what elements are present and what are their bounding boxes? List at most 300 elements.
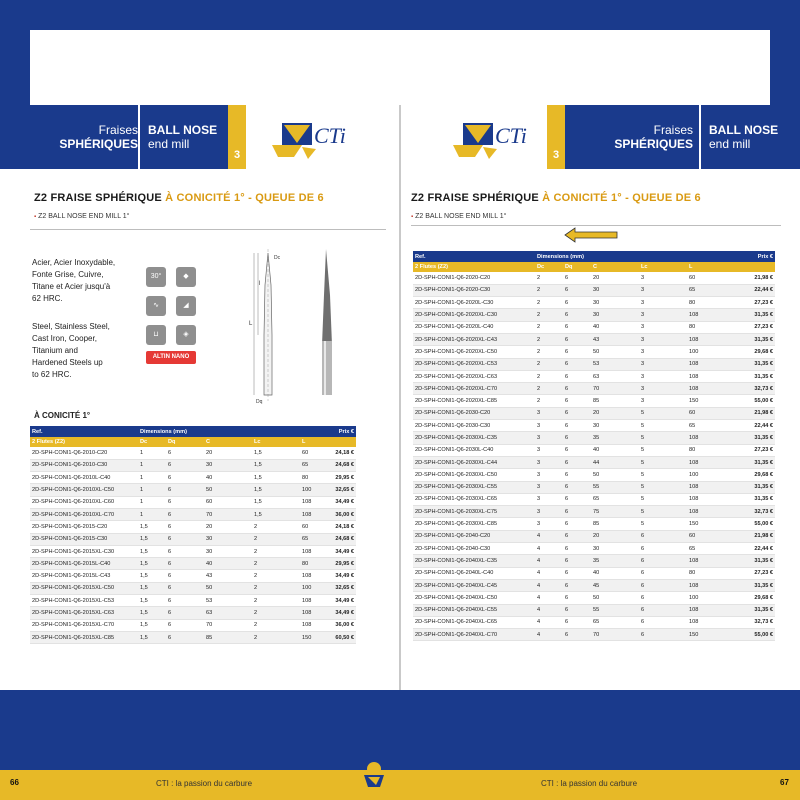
cell-price: 31,35 € [723, 432, 775, 444]
cell-value: 43 [204, 570, 252, 582]
header-fraises: Fraises [98, 123, 138, 137]
cell-value: 100 [687, 346, 723, 358]
cell-value: 6 [563, 395, 591, 407]
cell-value: 3 [535, 506, 563, 518]
cell-price: 31,35 € [723, 370, 775, 382]
cell-value: 6 [563, 555, 591, 567]
table-row [30, 570, 356, 582]
cell-value: 20 [591, 407, 639, 419]
col-c-header-right: C [591, 262, 639, 272]
cell-value: 108 [687, 604, 723, 616]
cell-value: 100 [300, 582, 324, 594]
cell-value: 5 [639, 456, 687, 468]
cell-price: 32,73 € [723, 616, 775, 628]
cell-value: 3 [639, 370, 687, 382]
cell-value: 150 [687, 395, 723, 407]
cell-ref: 2D-SPH-CONI1-Q6-2015XL-C53 [30, 595, 138, 607]
cell-value: 2 [252, 558, 300, 570]
price-table-left [30, 426, 356, 644]
cell-ref: 2D-SPH-CONI1-Q6-2030XL-C50 [413, 469, 535, 481]
cell-value: 6 [563, 616, 591, 628]
cell-value: 6 [563, 444, 591, 456]
header-end-mill: end mill [148, 137, 190, 151]
cell-ref: 2D-SPH-CONI1-Q6-2040XL-C65 [413, 616, 535, 628]
cell-value: 35 [591, 555, 639, 567]
cell-ref: 2D-SPH-CONI1-Q6-2040XL-C50 [413, 592, 535, 604]
cell-value: 1,5 [138, 631, 166, 643]
cell-price: 24,18 € [324, 447, 356, 459]
cell-ref: 2D-SPH-CONI1-Q6-2015L-C40 [30, 558, 138, 570]
flag-icon-right: ▪ [411, 214, 414, 220]
cell-value: 2 [535, 370, 563, 382]
cell-value: 65 [300, 459, 324, 471]
cell-value: 2 [252, 545, 300, 557]
table-row [413, 370, 775, 382]
header-end-mill-right: end mill [709, 137, 751, 151]
cell-ref: 2D-SPH-CONI1-Q6-2030XL-C55 [413, 481, 535, 493]
cell-value: 1 [138, 459, 166, 471]
cell-value: 6 [639, 555, 687, 567]
flag-icon: ▪ [34, 214, 37, 220]
cell-value: 2 [535, 333, 563, 345]
table-row [413, 297, 775, 309]
cell-value: 6 [563, 309, 591, 321]
cell-price: 24,68 € [324, 459, 356, 471]
cell-ref: 2D-SPH-CONI1-Q6-2015-C30 [30, 533, 138, 545]
table-heading: À CONICITÉ 1° [34, 411, 91, 420]
cell-value: 60 [687, 407, 723, 419]
cell-value: 30 [204, 545, 252, 557]
logo-text: CTi [314, 123, 346, 148]
cell-value: 6 [563, 493, 591, 505]
description-fr: Acier, Acier Inoxydable, Fonte Grise, Cuivre, Titane et Acier jusqu'à 62 HRC. [32, 258, 116, 303]
cell-value: 108 [687, 358, 723, 370]
table-row [413, 518, 775, 530]
cell-value: 108 [687, 506, 723, 518]
cell-value: 40 [591, 444, 639, 456]
cell-value: 63 [204, 607, 252, 619]
cell-value: 6 [563, 579, 591, 591]
coating-badge: ALTIN NANO [146, 351, 196, 364]
cell-ref: 2D-SPH-CONI1-Q6-2040XL-C55 [413, 604, 535, 616]
cell-value: 2 [535, 321, 563, 333]
cell-value: 50 [204, 484, 252, 496]
cell-value: 75 [591, 506, 639, 518]
cell-value: 4 [535, 555, 563, 567]
col-lc-header: Lc [252, 437, 300, 447]
cell-value: 6 [563, 543, 591, 555]
cell-price: 21,98 € [723, 407, 775, 419]
cell-value: 2 [252, 582, 300, 594]
table-row [413, 395, 775, 407]
cell-value: 50 [204, 582, 252, 594]
table-row [413, 543, 775, 555]
cell-value: 4 [535, 579, 563, 591]
angle-icon: 30° [146, 267, 166, 287]
cell-value: 108 [687, 555, 723, 567]
cell-price: 34,49 € [324, 607, 356, 619]
header-ball-band-left [140, 105, 228, 169]
cell-value: 4 [535, 543, 563, 555]
cell-value: 2 [252, 570, 300, 582]
col-price-header-right: Prix € [723, 251, 775, 262]
cell-value: 6 [166, 558, 204, 570]
right-page [407, 105, 800, 788]
cell-value: 6 [563, 469, 591, 481]
cell-ref: 2D-SPH-CONI1-Q6-2020XL-C63 [413, 370, 535, 382]
header-band-right [565, 105, 699, 169]
cell-price: 22,44 € [723, 420, 775, 432]
cell-value: 4 [535, 629, 563, 641]
cell-value: 1,5 [138, 607, 166, 619]
cell-value: 6 [166, 545, 204, 557]
cell-ref: 2D-SPH-CONI1-Q6-2015XL-C30 [30, 545, 138, 557]
cell-value: 6 [639, 592, 687, 604]
material-icon-slot: ⊔ [146, 325, 166, 345]
cell-value: 100 [300, 484, 324, 496]
cell-value: 6 [563, 604, 591, 616]
label-l: l [259, 281, 261, 287]
cell-value: 108 [687, 456, 723, 468]
table-row [30, 533, 356, 545]
arrow-left-icon [563, 227, 619, 243]
cell-value: 2 [535, 346, 563, 358]
cell-value: 30 [591, 543, 639, 555]
cell-value: 108 [687, 616, 723, 628]
cell-value: 80 [300, 558, 324, 570]
cell-value: 108 [687, 432, 723, 444]
cell-value: 3 [535, 493, 563, 505]
cell-ref: 2D-SPH-CONI1-Q6-2015-C20 [30, 521, 138, 533]
cell-value: 2 [252, 521, 300, 533]
cell-price: 32,73 € [723, 383, 775, 395]
cell-ref: 2D-SPH-CONI1-Q6-2010XL-C50 [30, 484, 138, 496]
cell-price: 31,35 € [723, 309, 775, 321]
material-icon-profile: ∿ [146, 296, 166, 316]
cell-value: 2 [535, 272, 563, 284]
cell-ref: 2D-SPH-CONI1-Q6-2015XL-C63 [30, 607, 138, 619]
cell-value: 1 [138, 472, 166, 484]
cell-value: 1,5 [138, 558, 166, 570]
cell-value: 85 [591, 518, 639, 530]
cell-value: 2 [535, 395, 563, 407]
cell-value: 80 [687, 297, 723, 309]
cell-value: 5 [639, 518, 687, 530]
logo-text-right: CTi [495, 123, 527, 148]
cell-value: 6 [563, 346, 591, 358]
cell-value: 100 [687, 469, 723, 481]
table-row [30, 558, 356, 570]
cell-value: 6 [563, 432, 591, 444]
section-title: Z2 FRAISE SPHÉRIQUE À CONICITÉ 1° - QUEUE DE 6 [34, 192, 324, 204]
cell-value: 70 [204, 508, 252, 520]
cell-value: 6 [563, 272, 591, 284]
footer-left: CTI : la passion du carbure [156, 779, 253, 788]
cell-price: 31,35 € [723, 493, 775, 505]
cell-price: 32,65 € [324, 582, 356, 594]
cell-value: 80 [687, 321, 723, 333]
cell-value: 43 [591, 333, 639, 345]
cell-value: 2 [535, 309, 563, 321]
col-l-header-right: L [687, 262, 723, 272]
cell-value: 150 [300, 631, 324, 643]
cell-price: 31,35 € [723, 456, 775, 468]
table-row [30, 521, 356, 533]
cell-value: 108 [687, 481, 723, 493]
cell-value: 2 [252, 619, 300, 631]
cell-value: 60 [687, 272, 723, 284]
cell-price: 34,49 € [324, 595, 356, 607]
cell-value: 6 [563, 383, 591, 395]
cell-value: 55 [591, 604, 639, 616]
cell-value: 1,5 [138, 521, 166, 533]
tool-drawing [240, 245, 380, 405]
cell-value: 63 [591, 370, 639, 382]
cell-ref: 2D-SPH-CONI1-Q6-2020XL-C53 [413, 358, 535, 370]
cell-ref: 2D-SPH-CONI1-Q6-2030XL-C85 [413, 518, 535, 530]
col-dimensions-header: Dimensions (mm) [138, 426, 300, 437]
cell-value: 6 [166, 595, 204, 607]
header-fraises-right: Fraises [653, 123, 693, 137]
cell-price: 36,00 € [324, 508, 356, 520]
cell-value: 3 [639, 333, 687, 345]
cell-ref: 2D-SPH-CONI1-Q6-2030XL-C44 [413, 456, 535, 468]
cell-value: 6 [563, 592, 591, 604]
cell-ref: 2D-SPH-CONI1-Q6-2040XL-C35 [413, 555, 535, 567]
cell-value: 6 [166, 533, 204, 545]
table-row [413, 432, 775, 444]
cell-value: 4 [535, 530, 563, 542]
table-row [413, 407, 775, 419]
cell-price: 31,35 € [723, 333, 775, 345]
sub-title: ▪ Z2 BALL NOSE END MILL 1° [34, 213, 130, 220]
table-row [30, 631, 356, 643]
cell-value: 6 [639, 579, 687, 591]
cell-value: 5 [639, 407, 687, 419]
cell-value: 1,5 [252, 459, 300, 471]
table-row [413, 420, 775, 432]
cell-value: 2 [535, 297, 563, 309]
cell-value: 30 [591, 297, 639, 309]
cell-value: 108 [687, 579, 723, 591]
cell-value: 53 [204, 595, 252, 607]
cell-ref: 2D-SPH-CONI1-Q6-2010XL-C70 [30, 508, 138, 520]
table-row [413, 321, 775, 333]
left-page [0, 105, 393, 788]
cell-value: 108 [300, 496, 324, 508]
section-number-right: 3 [552, 149, 560, 161]
cell-value: 6 [563, 481, 591, 493]
cell-value: 5 [639, 420, 687, 432]
header-spheriques: SPHÉRIQUES [59, 137, 138, 151]
col-ref-header-right: Ref. [413, 251, 535, 262]
cell-value: 2 [252, 595, 300, 607]
header-ball-band-right [701, 105, 800, 169]
cell-value: 6 [563, 420, 591, 432]
cell-value: 6 [563, 333, 591, 345]
cell-value: 1,5 [252, 447, 300, 459]
cell-value: 1,5 [138, 570, 166, 582]
cell-value: 35 [591, 432, 639, 444]
cell-ref: 2D-SPH-CONI1-Q6-2030XL-C35 [413, 432, 535, 444]
col-l-header: L [300, 437, 324, 447]
cell-value: 3 [535, 407, 563, 419]
cell-value: 40 [204, 558, 252, 570]
cell-value: 6 [563, 284, 591, 296]
cell-value: 60 [300, 447, 324, 459]
col-flutes-header: 2 Flutes (Z2) [30, 437, 138, 447]
cell-ref: 2D-SPH-CONI1-Q6-2015XL-C50 [30, 582, 138, 594]
cell-value: 1,5 [252, 508, 300, 520]
cell-value: 5 [639, 493, 687, 505]
cti-logo-right [443, 109, 543, 167]
cell-value: 108 [687, 309, 723, 321]
cell-value: 30 [204, 533, 252, 545]
cell-value: 6 [166, 472, 204, 484]
cell-value: 108 [300, 619, 324, 631]
section-number: 3 [233, 149, 241, 161]
cell-value: 1,5 [138, 619, 166, 631]
cell-value: 5 [639, 481, 687, 493]
cell-value: 1,5 [252, 484, 300, 496]
cell-value: 5 [639, 469, 687, 481]
cell-value: 6 [563, 321, 591, 333]
cell-value: 6 [639, 530, 687, 542]
cell-ref: 2D-SPH-CONI1-Q6-2030-C20 [413, 407, 535, 419]
cell-value: 108 [300, 570, 324, 582]
cell-ref: 2D-SPH-CONI1-Q6-2015L-C43 [30, 570, 138, 582]
cell-value: 6 [166, 484, 204, 496]
table-row [413, 629, 775, 641]
cell-price: 22,44 € [723, 543, 775, 555]
cell-value: 2 [535, 284, 563, 296]
cell-value: 3 [639, 284, 687, 296]
cell-price: 27,23 € [723, 567, 775, 579]
col-dq-header: Dq [166, 437, 204, 447]
cell-ref: 2D-SPH-CONI1-Q6-2040XL-C70 [413, 629, 535, 641]
cell-ref: 2D-SPH-CONI1-Q6-2020XL-C43 [413, 333, 535, 345]
cell-value: 2 [535, 358, 563, 370]
table-row [413, 530, 775, 542]
cell-value: 6 [639, 604, 687, 616]
cell-value: 53 [591, 358, 639, 370]
cell-value: 60 [204, 496, 252, 508]
cell-value: 6 [563, 370, 591, 382]
cell-value: 6 [166, 521, 204, 533]
col-flutes-header-right: 2 Flutes (Z2) [413, 262, 535, 272]
table-row [30, 595, 356, 607]
cell-price: 36,00 € [324, 619, 356, 631]
col-c-header: C [204, 437, 252, 447]
cell-ref: 2D-SPH-CONI1-Q6-2010XL-C60 [30, 496, 138, 508]
cell-ref: 2D-SPH-CONI1-Q6-2030-C30 [413, 420, 535, 432]
cell-ref: 2D-SPH-CONI1-Q6-2040L-C40 [413, 567, 535, 579]
cell-ref: 2D-SPH-CONI1-Q6-2010-C30 [30, 459, 138, 471]
table-row [413, 579, 775, 591]
header-spheriques-right: SPHÉRIQUES [614, 137, 693, 151]
cell-value: 40 [204, 472, 252, 484]
cell-value: 44 [591, 456, 639, 468]
cell-value: 6 [166, 508, 204, 520]
cell-price: 29,68 € [723, 592, 775, 604]
cell-ref: 2D-SPH-CONI1-Q6-2015XL-C70 [30, 619, 138, 631]
cell-value: 3 [639, 346, 687, 358]
cell-value: 4 [535, 592, 563, 604]
table-row [30, 459, 356, 471]
cell-value: 3 [535, 518, 563, 530]
col-lc-header-right: Lc [639, 262, 687, 272]
table-row [413, 284, 775, 296]
table-row [30, 619, 356, 631]
cell-value: 108 [300, 508, 324, 520]
cell-value: 6 [166, 496, 204, 508]
cell-price: 27,23 € [723, 297, 775, 309]
cell-value: 1,5 [138, 545, 166, 557]
cell-value: 3 [639, 383, 687, 395]
cell-value: 30 [204, 459, 252, 471]
cell-value: 108 [687, 493, 723, 505]
cell-value: 3 [639, 309, 687, 321]
cell-price: 31,35 € [723, 604, 775, 616]
label-dq: Dq [256, 399, 263, 405]
description-en: Steel, Stainless Steel, Cast Iron, Cooper, Titanium and Hardened Steels up to 62 HRC. [32, 322, 110, 379]
cell-value: 108 [300, 545, 324, 557]
cell-value: 3 [535, 444, 563, 456]
cell-price: 24,68 € [324, 533, 356, 545]
table-row [30, 582, 356, 594]
table-row [413, 555, 775, 567]
material-icon-pieces: ◆ [176, 267, 196, 287]
cell-price: 22,44 € [723, 284, 775, 296]
cell-price: 24,18 € [324, 521, 356, 533]
cell-value: 3 [639, 272, 687, 284]
cell-value: 65 [687, 284, 723, 296]
cell-ref: 2D-SPH-CONI1-Q6-2040XL-C45 [413, 579, 535, 591]
cell-value: 6 [639, 629, 687, 641]
cell-ref: 2D-SPH-CONI1-Q6-2015XL-C85 [30, 631, 138, 643]
cell-value: 108 [687, 370, 723, 382]
page-number-left: 66 [10, 778, 19, 787]
cell-value: 65 [300, 533, 324, 545]
table-row [413, 493, 775, 505]
cell-value: 1,5 [138, 595, 166, 607]
cell-value: 6 [166, 631, 204, 643]
cell-value: 150 [687, 629, 723, 641]
price-table-right [413, 251, 775, 641]
cell-value: 6 [166, 607, 204, 619]
cell-value: 108 [300, 607, 324, 619]
cell-ref: 2D-SPH-CONI1-Q6-2020-C30 [413, 284, 535, 296]
cell-value: 6 [563, 297, 591, 309]
cell-value: 3 [535, 469, 563, 481]
table-row [413, 592, 775, 604]
cell-value: 6 [563, 358, 591, 370]
cell-ref: 2D-SPH-CONI1-Q6-2040-C30 [413, 543, 535, 555]
cell-price: 29,68 € [723, 469, 775, 481]
cell-value: 70 [204, 619, 252, 631]
cell-value: 2 [535, 383, 563, 395]
cell-ref: 2D-SPH-CONI1-Q6-2020XL-C70 [413, 383, 535, 395]
material-icon-block: ◈ [176, 325, 196, 345]
cell-value: 80 [687, 444, 723, 456]
cell-value: 3 [535, 432, 563, 444]
cti-logo [262, 109, 362, 167]
cell-value: 2 [252, 607, 300, 619]
cell-value: 6 [166, 619, 204, 631]
cell-value: 150 [687, 518, 723, 530]
cell-value: 1,5 [138, 582, 166, 594]
table-row [30, 472, 356, 484]
